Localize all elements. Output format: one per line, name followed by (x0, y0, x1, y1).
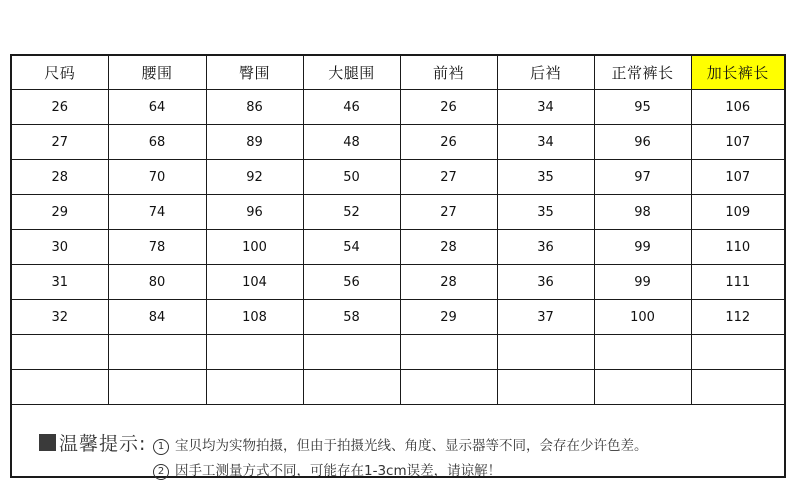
header-row (12, 56, 784, 90)
header-waist: 腰围 (108, 56, 206, 90)
circled-number-icon: 1 (153, 439, 169, 455)
table-cell: 52 (303, 195, 400, 230)
header-size: 尺码 (12, 56, 108, 90)
header-back-rise: 后裆 (497, 56, 594, 90)
header-regular-length: 正常裤长 (594, 56, 691, 90)
table-cell: 89 (206, 125, 303, 160)
empty-cell (108, 370, 206, 405)
empty-cell (497, 335, 594, 370)
notes-item-text: 宝贝均为实物拍摄，但由于拍摄光线、角度、显示器等不同，会存在少许色差。 (175, 438, 648, 454)
table-cell: 27 (12, 125, 108, 160)
table-cell: 28 (12, 160, 108, 195)
table-cell: 109 (691, 195, 784, 230)
table-cell: 96 (594, 125, 691, 160)
table-cell: 30 (12, 230, 108, 265)
table-row (12, 230, 784, 265)
empty-cell (303, 335, 400, 370)
table-cell: 32 (12, 300, 108, 335)
notes-section (12, 408, 784, 478)
empty-row (12, 335, 784, 370)
empty-cell (303, 370, 400, 405)
table-cell: 104 (206, 265, 303, 300)
table-cell: 37 (497, 300, 594, 335)
table-cell: 35 (497, 195, 594, 230)
empty-cell (12, 335, 108, 370)
table-cell: 99 (594, 230, 691, 265)
table-cell: 78 (108, 230, 206, 265)
table-cell: 96 (206, 195, 303, 230)
table-cell: 36 (497, 265, 594, 300)
table-cell: 48 (303, 125, 400, 160)
size-table (12, 56, 784, 405)
table-cell: 100 (206, 230, 303, 265)
table-cell: 54 (303, 230, 400, 265)
empty-cell (12, 370, 108, 405)
table-cell: 108 (206, 300, 303, 335)
table-cell: 97 (594, 160, 691, 195)
circled-number-icon: 2 (153, 464, 169, 480)
table-cell: 99 (594, 265, 691, 300)
table-cell: 26 (12, 90, 108, 125)
table-cell: 74 (108, 195, 206, 230)
table-cell: 107 (691, 125, 784, 160)
empty-cell (691, 370, 784, 405)
table-cell: 36 (497, 230, 594, 265)
table-row (12, 300, 784, 335)
table-cell: 26 (400, 125, 497, 160)
table-cell: 34 (497, 90, 594, 125)
table-cell: 92 (206, 160, 303, 195)
table-cell: 100 (594, 300, 691, 335)
empty-cell (206, 370, 303, 405)
table-cell: 56 (303, 265, 400, 300)
empty-cell (594, 335, 691, 370)
notes-item-text: 因手工测量方式不同，可能存在1-3cm误差，请谅解！ (175, 463, 502, 479)
table-cell: 98 (594, 195, 691, 230)
empty-cell (497, 370, 594, 405)
notes-title: 温馨提示: (59, 433, 147, 455)
header-long-length: 加长裤长 (691, 56, 784, 90)
table-cell: 46 (303, 90, 400, 125)
table-cell: 84 (108, 300, 206, 335)
table-row (12, 195, 784, 230)
table-cell: 28 (400, 265, 497, 300)
table-cell: 31 (12, 265, 108, 300)
table-cell: 27 (400, 160, 497, 195)
square-bullet-icon (39, 434, 56, 451)
table-cell: 29 (400, 300, 497, 335)
empty-cell (108, 335, 206, 370)
table-cell: 26 (400, 90, 497, 125)
table-cell: 68 (108, 125, 206, 160)
table-cell: 111 (691, 265, 784, 300)
header-hip: 臀围 (206, 56, 303, 90)
size-chart (10, 54, 786, 478)
table-cell: 35 (497, 160, 594, 195)
table-cell: 95 (594, 90, 691, 125)
table-cell: 70 (108, 160, 206, 195)
table-row (12, 90, 784, 125)
table-row (12, 265, 784, 300)
empty-cell (594, 370, 691, 405)
table-cell: 27 (400, 195, 497, 230)
empty-cell (691, 335, 784, 370)
header-front-rise: 前裆 (400, 56, 497, 90)
table-row (12, 160, 784, 195)
table-cell: 106 (691, 90, 784, 125)
empty-cell (206, 335, 303, 370)
empty-row (12, 370, 784, 405)
empty-cell (400, 370, 497, 405)
table-cell: 58 (303, 300, 400, 335)
table-cell: 29 (12, 195, 108, 230)
empty-cell (400, 335, 497, 370)
table-cell: 80 (108, 265, 206, 300)
notes-item (153, 434, 648, 455)
table-cell: 28 (400, 230, 497, 265)
table-cell: 107 (691, 160, 784, 195)
header-thigh: 大腿围 (303, 56, 400, 90)
table-cell: 64 (108, 90, 206, 125)
table-cell: 110 (691, 230, 784, 265)
table-cell: 86 (206, 90, 303, 125)
table-row (12, 125, 784, 160)
table-cell: 50 (303, 160, 400, 195)
table-cell: 34 (497, 125, 594, 160)
table-cell: 112 (691, 300, 784, 335)
notes-item (153, 459, 501, 480)
